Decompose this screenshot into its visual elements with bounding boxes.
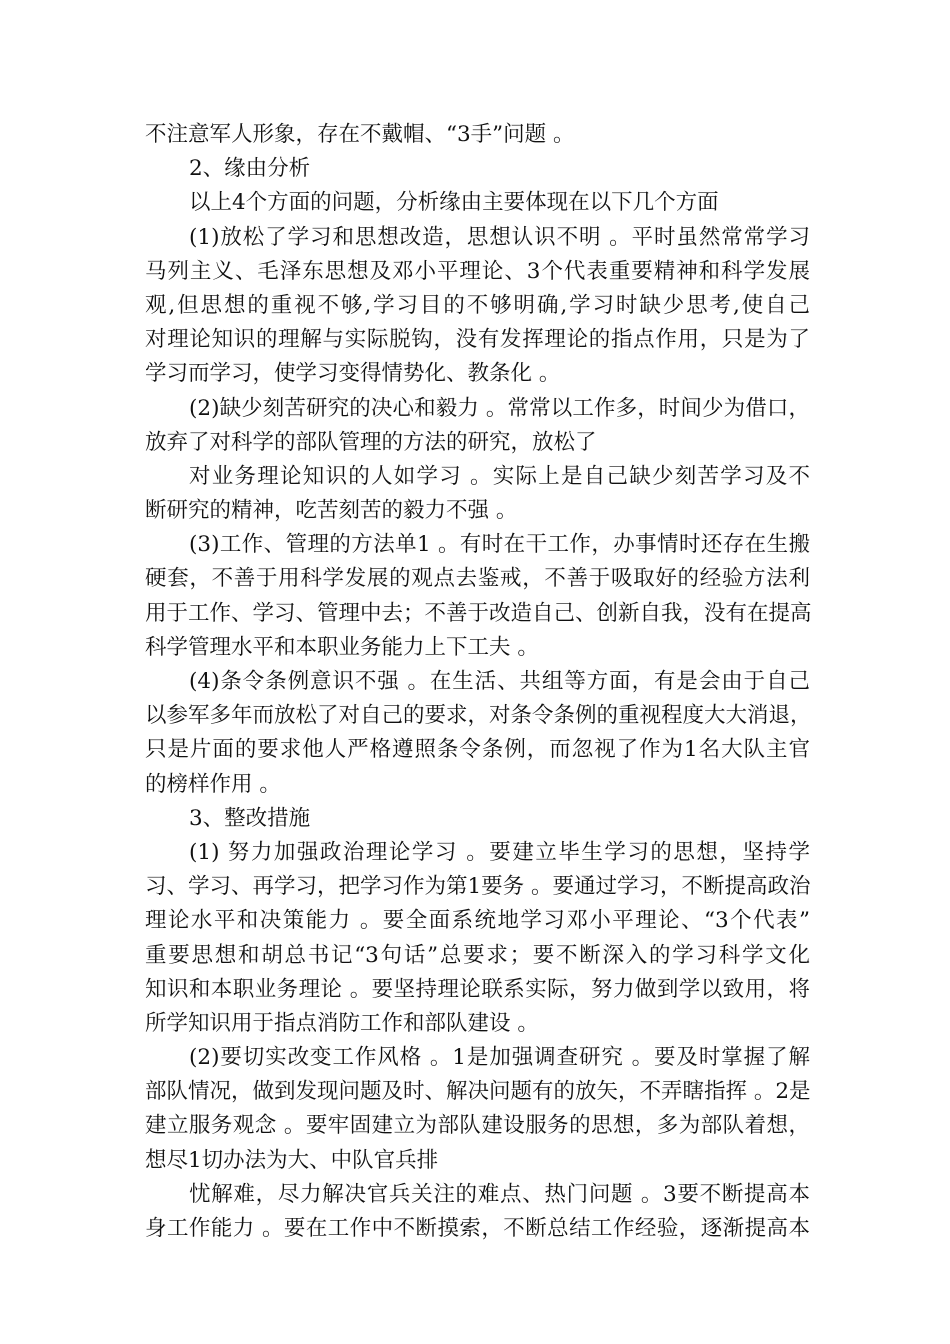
paragraph-line: 想尽1切办法为大、中队官兵排 [145, 1147, 439, 1173]
paragraph-line: 科学管理水平和本职业务能力上下工夫 。 [145, 634, 539, 660]
paragraph-line: 习、学习、再学习，把学习作为第1要务 。要通过学习，不断提高政治 [145, 874, 811, 900]
section-heading: 2、缘由分析 [189, 156, 311, 182]
paragraph-line: 的榜样作用 。 [145, 771, 281, 797]
document-body [145, 118, 810, 1246]
paragraph-line: 重要思想和胡总书记“3句话”总要求；要不断深入的学习科学文化 [145, 942, 810, 968]
paragraph-line: 忧解难，尽力解决官兵关注的难点、热门问题 。3要不断提高本 [189, 1181, 810, 1207]
paragraph-line: 理论水平和决策能力 。要全面系统地学习邓小平理论、“3个代表” [145, 908, 810, 934]
paragraph-line: 身工作能力 。要在工作中不断摸索，不断总结工作经验，逐渐提高本 [145, 1216, 810, 1241]
paragraph-line: (1) 努力加强政治理论学习 。要建立毕生学习的思想，坚持学 [189, 839, 810, 865]
paragraph-line: 只是片面的要求他人严格遵照条令条例，而忽视了作为1名大队主官 [145, 737, 810, 763]
paragraph-line: (2)要切实改变工作风格 。1是加强调查研究 。要及时掌握了解 [189, 1045, 810, 1071]
paragraph-line: 以参军多年而放松了对自己的要求，对条令条例的重视程度大大消退， [145, 703, 812, 729]
paragraph-line: 硬套，不善于用科学发展的观点去鉴戒，不善于吸取好的经验方法利 [145, 566, 810, 592]
paragraph-line: 建立服务观念 。要牢固建立为部队建设服务的思想，多为部队着想， [145, 1113, 810, 1139]
paragraph-line: 放弃了对科学的部队管理的方法的研究，放松了 [145, 429, 597, 455]
paragraph-line: 所学知识用于指点消防工作和部队建设 。 [145, 1010, 539, 1036]
paragraph-line: (1)放松了学习和思想改造，思想认识不明 。平时虽然常常学习 [189, 224, 810, 250]
paragraph-line: 用于工作、学习、管理中去；不善于改造自己、创新自我，没有在提高 [145, 600, 812, 626]
paragraph-line: 不注意军人形象，存在不戴帽、“3手”问题 。 [145, 122, 575, 147]
paragraph-line: 以上4个方面的问题，分析缘由主要体现在以下几个方面 [189, 190, 719, 216]
paragraph-line: 马列主义、毛泽东思想及邓小平理论、3个代表重要精神和科学发展 [145, 258, 810, 284]
paragraph-line: 学习而学习，使学习变得情势化、教条化 。 [145, 361, 561, 387]
paragraph-line: (4)条令条例意识不强 。在生活、共组等方面，有是会由于自己 [189, 669, 810, 694]
paragraph-line: (3)工作、管理的方法单1 。有时在干工作，办事情时还存在生搬 [189, 532, 810, 558]
paragraph-line: 知识和本职业务理论 。要坚持理论联系实际，努力做到学以致用，将 [145, 976, 810, 1002]
paragraph-line: 断研究的精神，吃苦刻苦的毅力不强 。 [145, 498, 518, 524]
paragraph-line: 对业务理论知识的人如学习 。实际上是自己缺少刻苦学习及不 [189, 463, 810, 489]
paragraph-line: 对理论知识的理解与实际脱钩，没有发挥理论的指点作用，只是为了 [145, 327, 810, 353]
paragraph-line: (2)缺少刻苦研究的决心和毅力 。常常以工作多，时间少为借口， [189, 395, 810, 421]
paragraph-line: 观,但思想的重视不够,学习目的不够明确,学习时缺少思考,使自己 [145, 292, 810, 318]
section-heading: 3、整改措施 [189, 805, 311, 831]
paragraph-line: 部队情况，做到发现问题及时、解决问题有的放矢，不弄瞎指挥 。2是 [145, 1079, 811, 1105]
